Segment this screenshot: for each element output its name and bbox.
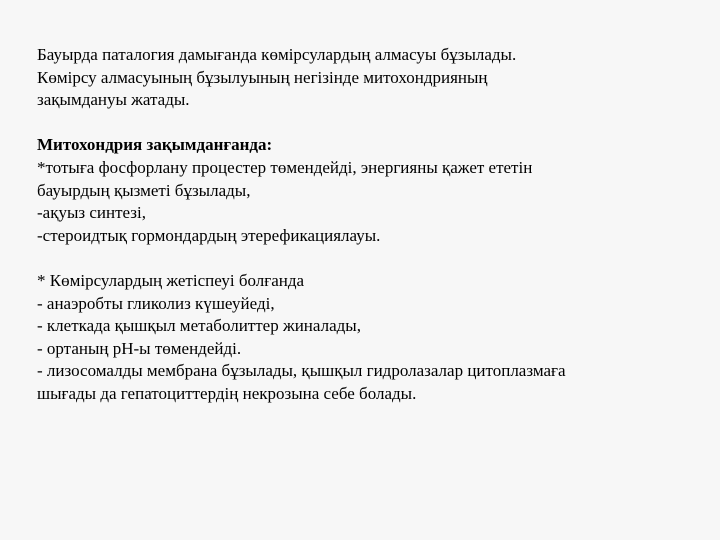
text-line: шығады да гепатоциттердің некрозына себе болады. [37,383,417,403]
text-line: *тотыға фосфорлану процестер төмендейді, энергияны қажет ететін [37,157,533,177]
text-line: - ортаның рН-ы төмендейді. [37,338,242,358]
paragraph-mitochondria [37,134,687,247]
paragraph-intro [37,44,687,112]
paragraph-carbohydrate-deficiency [37,270,687,406]
text-line: -ақуыз синтезі, [37,203,146,223]
text-line: Көмірсу алмасуының бұзылуының негізінде митохондрияның [37,67,488,87]
text-line: - лизосомалды мембрана бұзылады, қышқыл гидролазалар цитоплазмаға [37,361,566,381]
text-line: Бауырда паталогия дамығанда көмірсулардың алмасуы бұзылады. [37,45,517,64]
text-line: зақымдануы жатады. [37,90,190,110]
text-line: бауырдың қызметі бұзылады, [37,180,251,200]
text-line: * Көмірсулардың жетіспеуі болғанда [37,270,305,290]
paragraph-gap [37,247,687,270]
section-heading: Митохондрия зақымданғанда: [37,135,273,155]
paragraph-gap [37,112,687,135]
text-line: - анаэробты гликолиз күшеуйеді, [37,293,275,313]
text-line: - клеткада қышқыл метаболиттер жиналады, [37,316,361,336]
text-line: -стероидтық гормондардың этерефикациялауы. [37,225,381,245]
slide-text-body [37,44,687,406]
